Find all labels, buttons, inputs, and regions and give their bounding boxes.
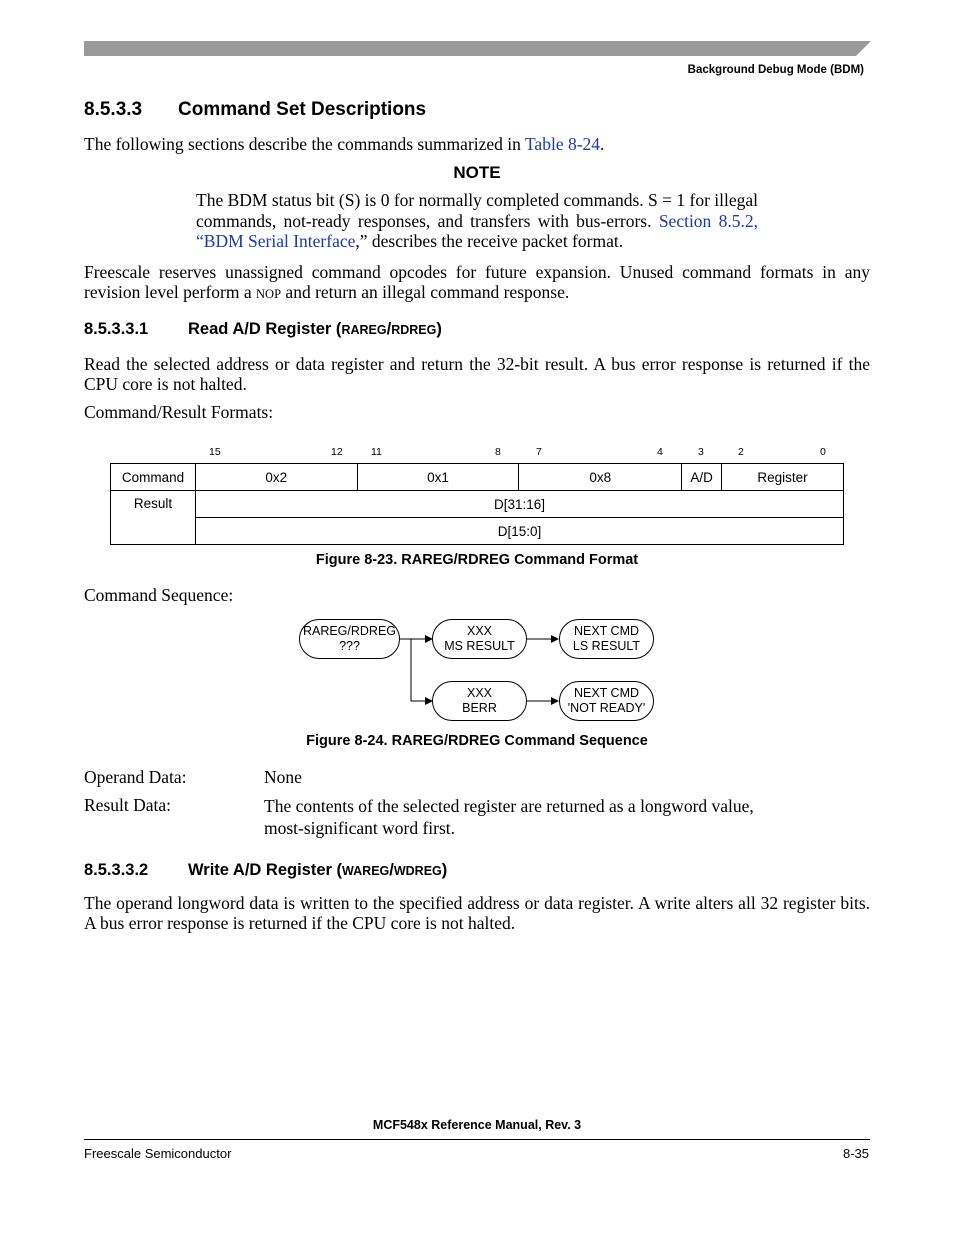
bit-number: 0 bbox=[820, 446, 826, 458]
running-title: Background Debug Mode (BDM) bbox=[687, 64, 864, 76]
section-intro: The following sections describe the commands summarized in Table 8-24. bbox=[84, 134, 605, 154]
field-cell: 0x1 bbox=[357, 464, 519, 491]
bit-number: 7 bbox=[536, 446, 542, 458]
subsection-number: 8.5.3.3.1 bbox=[84, 320, 149, 338]
section-title: Command Set Descriptions bbox=[178, 99, 427, 120]
seq-ok-node: XXX MS RESULT bbox=[432, 619, 527, 659]
bit-number: 4 bbox=[657, 446, 663, 458]
reserve-paragraph: Freescale reserves unassigned command opcodes for future expansion. Unused command formats in any revision level perform a NOP and return an illegal command response. bbox=[84, 262, 870, 302]
footer-manual-title: MCF548x Reference Manual, Rev. 3 bbox=[372, 1118, 582, 1132]
figure-23-caption: Figure 8-23. RAREG/RDREG Command Format bbox=[315, 552, 639, 568]
row-label: Command bbox=[111, 464, 196, 491]
subsection-number: 8.5.3.3.2 bbox=[84, 861, 149, 879]
operand-label: Operand Data: bbox=[84, 767, 187, 787]
table-link[interactable]: Table 8-24 bbox=[524, 134, 601, 154]
bit-number: 3 bbox=[698, 446, 704, 458]
bit-number: 2 bbox=[738, 446, 744, 458]
bit-number: 12 bbox=[331, 446, 343, 458]
result-value: The contents of the selected register are returned as a longword value, most-significant word first. bbox=[264, 796, 754, 838]
row-label: Result bbox=[111, 491, 196, 545]
field-cell: D[15:0] bbox=[195, 518, 843, 545]
subsection-title: Read A/D Register (RAREG/RDREG) bbox=[188, 320, 442, 338]
formats-label: Command/Result Formats: bbox=[84, 402, 274, 422]
read-paragraph: Read the selected address or data register and return the 32-bit result. A bus error response is returned if the CPU core is not halted. bbox=[84, 354, 870, 394]
subsection-title: Write A/D Register (WAREG/WDREG) bbox=[188, 861, 448, 879]
field-cell: 0x2 bbox=[195, 464, 357, 491]
note-body: The BDM status bit (S) is 0 for normally completed commands. S = 1 for illegal commands, not-ready responses, and transfers with bus-errors. Section 8.5.2, “BDM Serial Interface,” describes the receive packet format. bbox=[196, 190, 759, 251]
section-link[interactable]: Section 8.5.2, “BDM Serial Interface bbox=[196, 210, 758, 251]
footer-company: Freescale Semiconductor bbox=[84, 1146, 232, 1161]
field-cell: D[31:16] bbox=[195, 491, 843, 518]
field-cell: A/D bbox=[682, 464, 722, 491]
bit-number: 15 bbox=[209, 446, 221, 458]
operand-value: None bbox=[264, 767, 302, 787]
arrow-start-to-err bbox=[411, 639, 432, 701]
result-label: Result Data: bbox=[84, 795, 171, 815]
field-cell: Register bbox=[722, 464, 844, 491]
sequence-label: Command Sequence: bbox=[84, 585, 234, 605]
figure-24-caption: Figure 8-24. RAREG/RDREG Command Sequence bbox=[306, 733, 648, 749]
subsection-heading-write bbox=[84, 861, 784, 880]
seq-start-node: RAREG/RDREG ??? bbox=[299, 619, 400, 659]
bit-number: 8 bbox=[495, 446, 501, 458]
nop-mnemonic: NOP bbox=[256, 287, 282, 301]
seq-err-next-node: NEXT CMD 'NOT READY' bbox=[559, 681, 654, 721]
seq-err-node: XXX BERR bbox=[432, 681, 527, 721]
section-number: 8.5.3.3 bbox=[84, 99, 143, 120]
field-cell: 0x8 bbox=[519, 464, 682, 491]
footer-rule bbox=[84, 1139, 870, 1140]
seq-ok-next-node: NEXT CMD LS RESULT bbox=[559, 619, 654, 659]
footer-page-number: 8-35 bbox=[842, 1146, 869, 1161]
write-paragraph: The operand longword data is written to the specified address or data register. A write alters all 32 register bits. A bus error response is returned if the CPU core is not halted. bbox=[84, 893, 870, 933]
note-title: NOTE bbox=[453, 163, 501, 182]
bit-number: 11 bbox=[371, 446, 382, 458]
